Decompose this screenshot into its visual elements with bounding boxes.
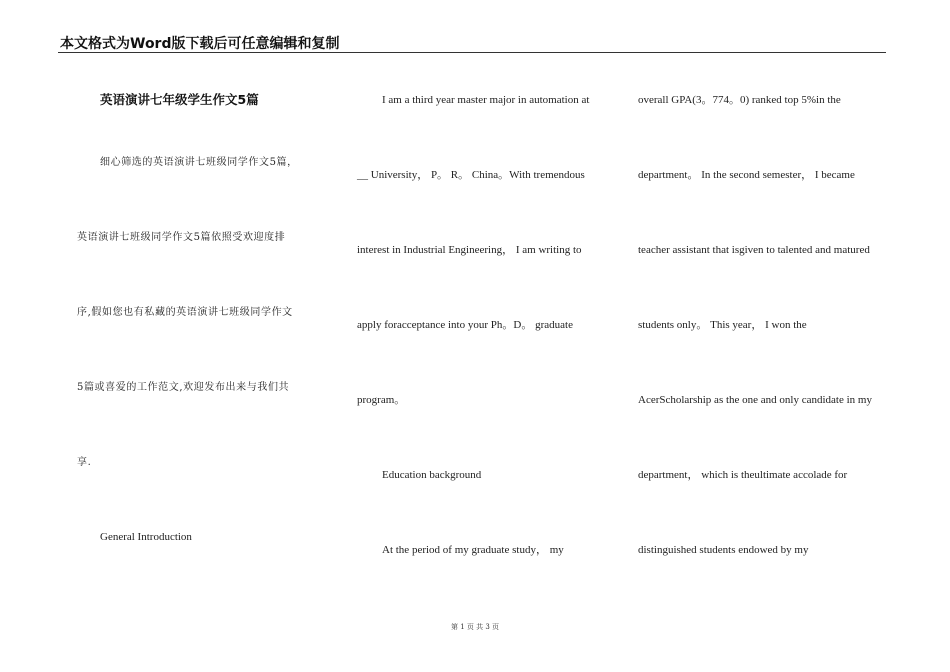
header-title: 本文格式为Word版下载后可任意编辑和复制 [60, 36, 340, 52]
intro-line-3: 序,假如您也有私藏的英语演讲七班级同学作文 [77, 307, 293, 318]
col2-line-1: I am a third year master major in automation at [382, 94, 590, 106]
intro-line-4: 5篇或喜爱的工作范文,欢迎发布出来与我们共 [77, 382, 290, 393]
col3-line-3: teacher assistant that isgiven to talented and matured [638, 244, 870, 256]
col2-line-2: __ University， P。 R。 China。With tremendous [357, 169, 585, 181]
intro-line-1: 细心筛选的英语演讲七班级同学作文5篇， [100, 157, 298, 168]
col3-line-7: distinguished students endowed by my [638, 544, 809, 556]
col2-line-7: At the period of my graduate study， my [382, 544, 564, 556]
article-title: 英语演讲七年级学生作文5篇 [100, 92, 259, 107]
col3-line-4: students only。 This year， I won the [638, 319, 807, 331]
col2-line-6: Education background [382, 469, 482, 481]
header-divider [58, 52, 886, 53]
col3-line-5: AcerScholarship as the one and only candidate in my [638, 394, 872, 406]
col3-line-6: department， which is theultimate accolade for [638, 469, 848, 481]
col2-line-5: program。 [357, 394, 406, 406]
col3-line-2: department。 In the second semester， I became [638, 169, 855, 181]
col3-line-1: overall GPA(3。774。0) ranked top 5%in the [638, 94, 841, 106]
intro-line-2: 英语演讲七班级同学作文5篇依照受欢迎度排 [77, 232, 286, 243]
intro-line-5: 享. [77, 457, 92, 468]
col2-line-3: interest in Industrial Engineering， I am writing to [357, 244, 582, 256]
col2-line-4: apply foracceptance into your Ph。D。 graduate [357, 319, 573, 331]
section-heading: General Introduction [100, 531, 192, 543]
page-number: 第 1 页 共 3 页 [450, 623, 500, 631]
